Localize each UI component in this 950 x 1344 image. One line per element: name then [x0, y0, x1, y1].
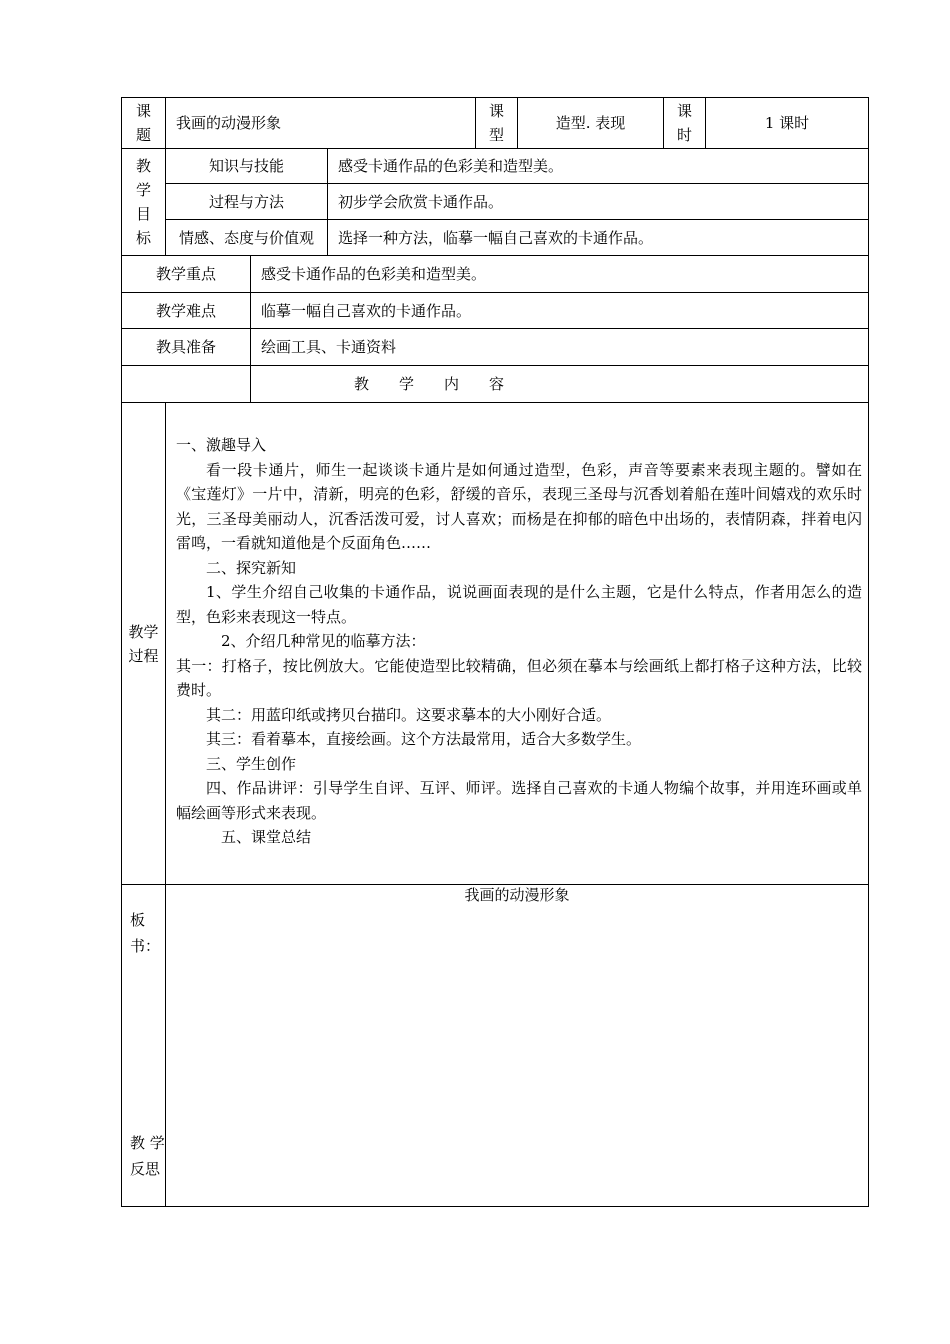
materials-row	[122, 329, 869, 366]
materials-value: 绘画工具、卡通资料	[251, 329, 869, 366]
hours-label: 课 时	[664, 98, 706, 149]
process-paragraph: 三、学生创作	[206, 754, 297, 773]
key-point-value: 感受卡通作品的色彩美和造型美。	[251, 256, 869, 293]
reflection-label: 教 学 反思	[130, 1134, 165, 1178]
difficulty-label: 教学难点	[122, 293, 251, 329]
objective-row	[122, 184, 869, 220]
header-row	[122, 98, 869, 149]
objective-row-value: 选择一种方法，临摹一幅自己喜欢的卡通作品。	[328, 220, 869, 256]
process-paragraph: 其二：用蓝印纸或拷贝台描印。这要求摹本的大小刚好合适。	[206, 705, 612, 724]
key-point-row	[122, 256, 869, 293]
board-title: 我画的动漫形象	[166, 885, 869, 1207]
objectives-label: 教 学 目 标	[122, 149, 166, 256]
process-paragraph: 五、课堂总结	[221, 828, 312, 846]
empty-cell	[122, 366, 251, 403]
lesson-plan-table	[121, 97, 869, 1207]
process-paragraph: 四、作品讲评：引导学生自评、互评、师评。选择自己喜欢的卡通人物编个故事，并用连环画或单幅绘画等形式来表现。	[176, 779, 863, 822]
process-paragraph: 1、学生介绍自己收集的卡通作品，说说画面表现的是什么主题，它是什么特点，作者用怎么的造型，色彩来表现这一特点。	[176, 583, 863, 626]
board-label: 板 书：	[130, 911, 161, 955]
process-label: 教学 过程	[122, 403, 166, 885]
topic-label: 课 题	[122, 98, 166, 149]
process-row	[122, 403, 869, 885]
process-paragraph: 2、介绍几种常见的临摹方法：	[221, 632, 426, 650]
content-heading: 教 学 内 容	[251, 366, 869, 403]
difficulty-row	[122, 293, 869, 329]
type-value: 造型. 表现	[518, 98, 664, 149]
key-point-label: 教学重点	[122, 256, 251, 293]
objective-row-value: 感受卡通作品的色彩美和造型美。	[328, 149, 869, 184]
objective-row-label: 过程与方法	[166, 184, 328, 220]
process-paragraph: 其三：看着摹本，直接绘画。这个方法最常用，适合大多数学生。	[206, 730, 642, 748]
process-paragraph: 看一段卡通片，师生一起谈谈卡通片是如何通过造型，色彩，声音等要素来表现主题的。譬如在《宝莲灯》一片中，清新，明亮的色彩，舒缓的音乐，表现三圣母与沉香划着船在莲叶间嬉戏的欢乐时光，三圣母美丽动人，沉香活泼可爱，讨人喜欢；而杨是在抑郁的暗色中出场的，表情阴森，拌着电闪雷鸣，一看就知道他是个反面角色……	[176, 460, 863, 552]
process-paragraph: 二、探究新知	[206, 558, 297, 577]
process-paragraph: 其一：打格子，按比例放大。它能使造型比较精确，但必须在摹本与绘画纸上都打格子这种方法，比较费时。	[176, 656, 863, 699]
process-paragraph: 一、激趣导入	[176, 436, 267, 454]
difficulty-value: 临摹一幅自己喜欢的卡通作品。	[251, 293, 869, 329]
objective-row-value: 初步学会欣赏卡通作品。	[328, 184, 869, 220]
materials-label: 教具准备	[122, 329, 251, 366]
content-heading-row	[122, 366, 869, 403]
board-row	[122, 885, 869, 1207]
objective-row-label: 知识与技能	[166, 149, 328, 184]
hours-value: 1 课时	[706, 98, 869, 149]
process-content	[166, 403, 869, 885]
board-label-cell	[122, 885, 166, 1207]
objective-row	[122, 220, 869, 256]
topic-value: 我画的动漫形象	[166, 98, 476, 149]
objective-row-label: 情感、态度与价值观	[166, 220, 328, 256]
type-label: 课 型	[476, 98, 518, 149]
objective-row	[122, 149, 869, 184]
